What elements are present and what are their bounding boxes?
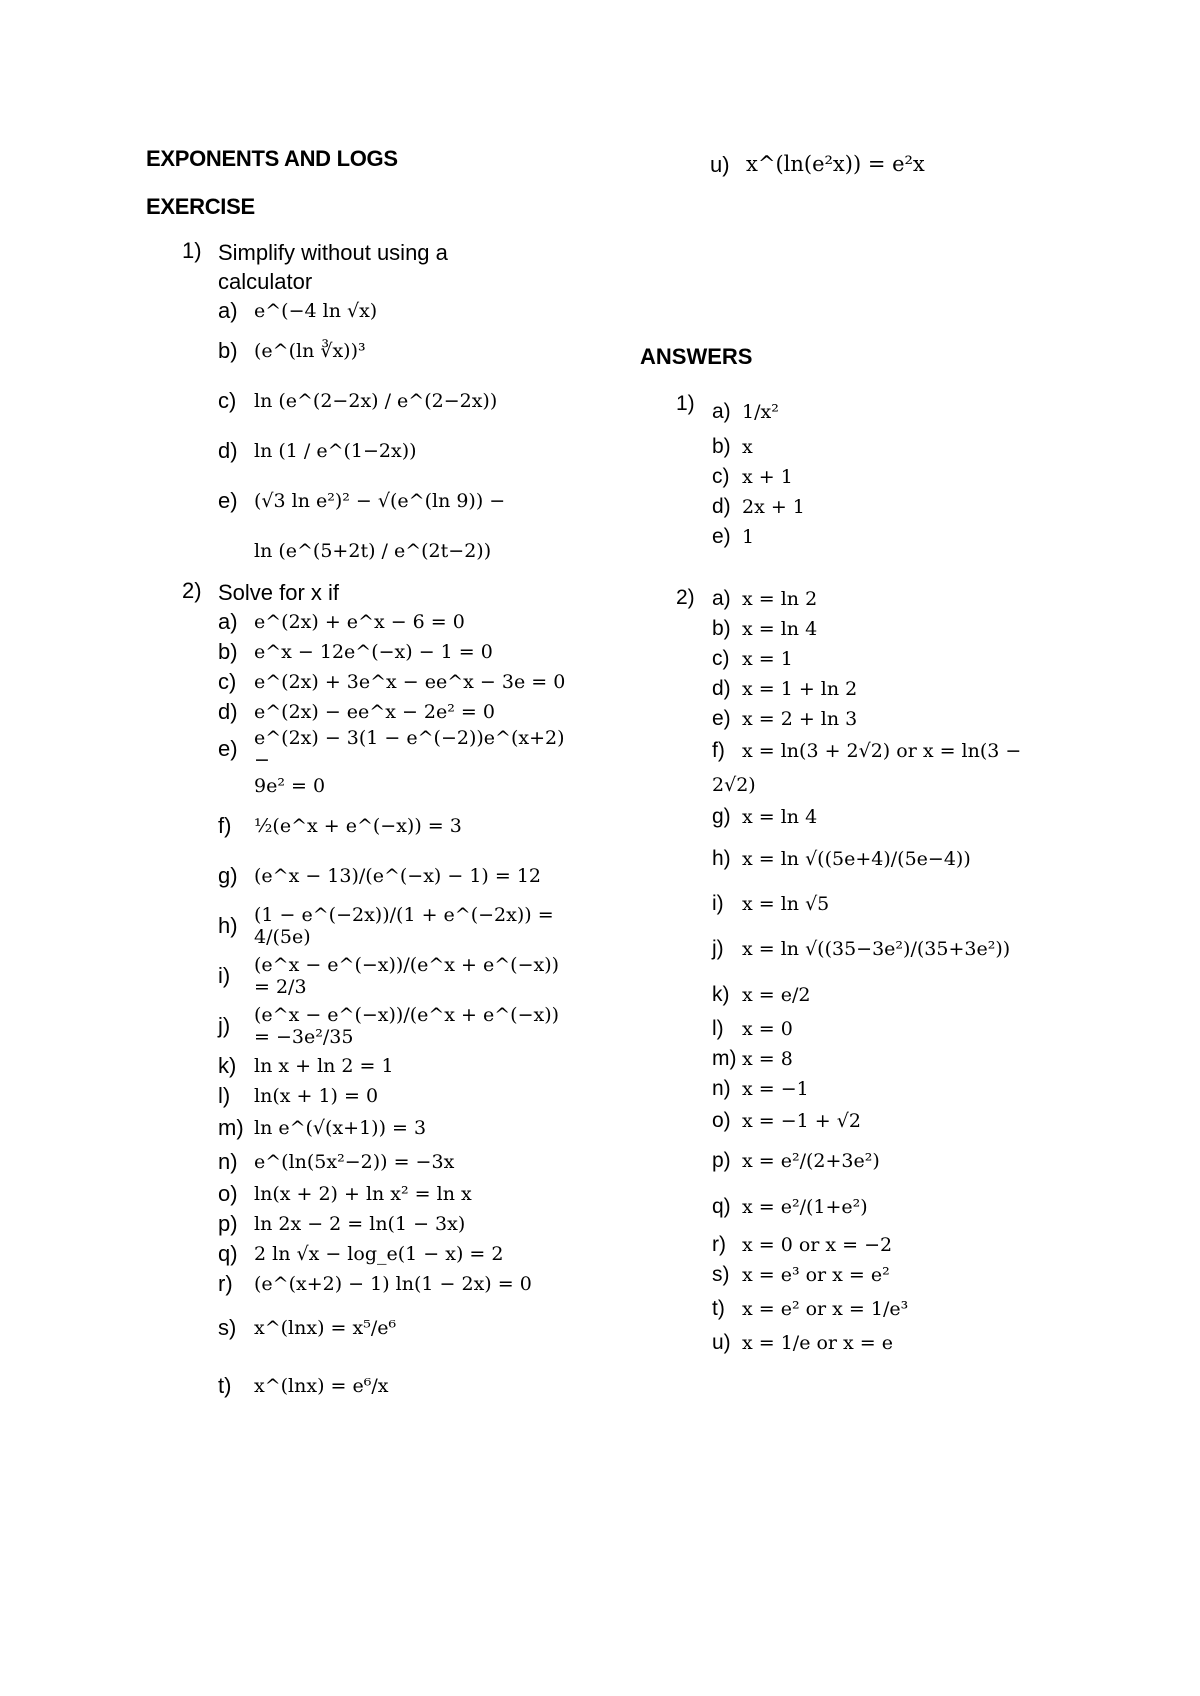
a1-item-c bbox=[712, 462, 1116, 492]
item-label: d) bbox=[218, 699, 238, 724]
item-label: o) bbox=[218, 1181, 238, 1206]
math-expression: x = ln 4 bbox=[742, 806, 818, 828]
math-expression: (1 − e^(−2x))/(1 + e^(−2x)) = 4/(5e) bbox=[254, 904, 554, 948]
answers-2-number: 2) bbox=[676, 586, 695, 609]
math-expression: x = ln √((35−3e²)/(35+3e²)) bbox=[742, 938, 1011, 960]
item-label: q) bbox=[712, 1195, 731, 1218]
item-label: a) bbox=[218, 609, 238, 634]
q2-item-l bbox=[218, 1081, 566, 1111]
math-expression: 2x + 1 bbox=[742, 496, 805, 518]
item-label: h) bbox=[712, 847, 731, 870]
a2-item-j bbox=[712, 922, 1116, 976]
item-label: t) bbox=[712, 1297, 725, 1320]
q1-item-e-cont bbox=[218, 526, 566, 576]
math-expression: x = e³ or x = e² bbox=[742, 1264, 890, 1286]
q1-item-b bbox=[218, 326, 566, 376]
item-label: o) bbox=[712, 1109, 731, 1132]
math-expression: x = ln √((5e+4)/(5e−4)) bbox=[742, 848, 971, 870]
q2-item-i bbox=[218, 951, 566, 1001]
math-expression: (e^x − e^(−x))/(e^x + e^(−x)) = −3e²/35 bbox=[254, 1004, 560, 1048]
item-label: l) bbox=[712, 1017, 724, 1040]
math-expression: e^x − 12e^(−x) − 1 = 0 bbox=[254, 641, 493, 663]
question-1-number: 1) bbox=[182, 238, 202, 263]
math-expression: x = 0 or x = −2 bbox=[742, 1234, 893, 1256]
answers-2-items bbox=[712, 584, 1116, 1358]
math-expression: ln e^(√(x+1)) = 3 bbox=[254, 1117, 427, 1139]
q2-item-j bbox=[218, 1001, 566, 1051]
math-expression: x = ln 2 bbox=[742, 588, 818, 610]
answers-1 bbox=[676, 392, 1116, 552]
q2-item-k bbox=[218, 1051, 566, 1081]
item-label: k) bbox=[218, 1053, 237, 1078]
a1-item-b bbox=[712, 432, 1116, 462]
q2-item-c bbox=[218, 667, 566, 697]
item-label: g) bbox=[218, 863, 238, 888]
exercise-column bbox=[146, 146, 566, 1415]
item-label: j) bbox=[712, 937, 724, 960]
q2-item-e bbox=[218, 727, 566, 771]
answers-heading: ANSWERS bbox=[640, 344, 753, 369]
q2-item-r bbox=[218, 1269, 566, 1299]
item-label: n) bbox=[712, 1077, 731, 1100]
a1-item-a bbox=[712, 392, 1116, 432]
item-label: d) bbox=[712, 677, 731, 700]
item-label: a) bbox=[218, 298, 238, 323]
item-label: b) bbox=[712, 435, 731, 458]
q2-item-p bbox=[218, 1209, 566, 1239]
item-label: q) bbox=[218, 1241, 238, 1266]
item-label: f) bbox=[712, 739, 725, 762]
item-label: d) bbox=[712, 495, 731, 518]
item-label: i) bbox=[712, 892, 724, 915]
item-label: f) bbox=[218, 813, 232, 838]
math-expression: x = e² or x = 1/e³ bbox=[742, 1298, 909, 1320]
item-label: h) bbox=[218, 913, 238, 938]
question-2-text: Solve for x if bbox=[218, 580, 340, 605]
a2-item-s bbox=[712, 1260, 1116, 1290]
math-expression: ln (e^(5+2t) / e^(2t−2)) bbox=[254, 540, 492, 562]
math-expression: x = −1 + √2 bbox=[742, 1110, 861, 1132]
a2-item-k bbox=[712, 976, 1116, 1014]
math-expression: x = 2 + ln 3 bbox=[742, 708, 858, 730]
math-expression: x bbox=[742, 436, 753, 458]
a2-item-p bbox=[712, 1138, 1116, 1184]
q2-item-q bbox=[218, 1239, 566, 1269]
math-expression: x^(lnx) = e⁶/x bbox=[254, 1375, 389, 1397]
item-label: d) bbox=[218, 438, 238, 463]
a2-item-l bbox=[712, 1014, 1116, 1044]
question-1 bbox=[182, 238, 566, 576]
item-label: c) bbox=[218, 388, 237, 413]
a2-item-g bbox=[712, 802, 1116, 832]
math-expression: ln (e^(2−2x) / e^(2−2x)) bbox=[254, 390, 498, 412]
a2-item-n bbox=[712, 1074, 1116, 1104]
a2-item-f-cont bbox=[682, 768, 1116, 802]
math-expression: 2√2) bbox=[712, 774, 756, 796]
a2-item-c bbox=[712, 644, 1116, 674]
a2-item-m bbox=[712, 1044, 1116, 1074]
math-expression: x = ln √5 bbox=[742, 893, 830, 915]
a2-item-b bbox=[712, 614, 1116, 644]
q2-item-u bbox=[710, 152, 925, 178]
math-expression: (e^(x+2) − 1) ln(1 − 2x) = 0 bbox=[254, 1273, 532, 1295]
q2-item-a bbox=[218, 607, 566, 637]
math-expression: ln x + ln 2 = 1 bbox=[254, 1055, 394, 1077]
question-2 bbox=[182, 578, 566, 1415]
item-label: a) bbox=[712, 587, 731, 610]
item-label: s) bbox=[218, 1315, 237, 1340]
item-label: l) bbox=[218, 1083, 231, 1108]
q1-item-d bbox=[218, 426, 566, 476]
item-label: b) bbox=[712, 617, 731, 640]
q1-item-c bbox=[218, 376, 566, 426]
math-expression: x = ln(3 + 2√2) or x = ln(3 − bbox=[742, 740, 1022, 762]
math-expression: x = 1 bbox=[742, 648, 793, 670]
item-label: u) bbox=[712, 1331, 731, 1354]
item-label: e) bbox=[712, 525, 731, 548]
q2-item-o bbox=[218, 1179, 566, 1209]
item-label: u) bbox=[710, 152, 730, 177]
page-title: EXPONENTS AND LOGS bbox=[146, 146, 398, 171]
item-label: p) bbox=[218, 1211, 238, 1236]
item-label: b) bbox=[218, 338, 238, 363]
math-expression: ln (1 / e^(1−2x)) bbox=[254, 440, 417, 462]
a2-item-a bbox=[712, 584, 1116, 614]
math-expression: (e^x − 13)/(e^(−x) − 1) = 12 bbox=[254, 865, 541, 887]
a2-item-f bbox=[712, 734, 1116, 768]
math-expression: x = e/2 bbox=[742, 984, 811, 1006]
math-expression: x = ln 4 bbox=[742, 618, 818, 640]
math-expression: x^(lnx) = x⁵/e⁶ bbox=[254, 1317, 397, 1339]
item-label: a) bbox=[712, 400, 731, 423]
q2-item-g bbox=[218, 851, 566, 901]
math-expression: (e^x − e^(−x))/(e^x + e^(−x)) = 2/3 bbox=[254, 954, 560, 998]
item-label: n) bbox=[218, 1149, 238, 1174]
item-label: e) bbox=[712, 707, 731, 730]
q2-item-h bbox=[218, 901, 566, 951]
item-label: b) bbox=[218, 639, 238, 664]
q2-item-d bbox=[218, 697, 566, 727]
math-expression: e^(2x) + 3e^x − ee^x − 3e = 0 bbox=[254, 671, 566, 693]
item-label: s) bbox=[712, 1263, 730, 1286]
q2-item-f bbox=[218, 801, 566, 851]
item-label: r) bbox=[218, 1271, 233, 1296]
a2-item-o bbox=[712, 1104, 1116, 1138]
q2-item-t bbox=[218, 1357, 566, 1415]
q2-item-s bbox=[218, 1299, 566, 1357]
item-label: k) bbox=[712, 983, 730, 1006]
q2-item-n bbox=[218, 1145, 566, 1179]
question-1-text: Simplify without using a calculator bbox=[218, 240, 448, 294]
math-expression: x + 1 bbox=[742, 466, 793, 488]
q1-item-e bbox=[218, 476, 566, 526]
item-label: c) bbox=[712, 647, 730, 670]
q2-item-m bbox=[218, 1111, 566, 1145]
item-label: j) bbox=[218, 1013, 231, 1038]
math-expression: ½(e^x + e^(−x)) = 3 bbox=[254, 815, 462, 837]
item-label: c) bbox=[218, 669, 237, 694]
item-label: i) bbox=[218, 963, 231, 988]
answers-1-items bbox=[712, 392, 1116, 552]
item-label: m) bbox=[218, 1115, 244, 1140]
math-expression: x = 8 bbox=[742, 1048, 793, 1070]
item-label: e) bbox=[218, 488, 238, 513]
a1-item-e bbox=[712, 522, 1116, 552]
question-2-items bbox=[218, 607, 566, 1415]
a2-item-i bbox=[712, 886, 1116, 922]
item-label: r) bbox=[712, 1233, 726, 1256]
math-expression: ln(x + 1) = 0 bbox=[254, 1085, 379, 1107]
answers-1-number: 1) bbox=[676, 392, 695, 415]
q2-item-e-cont bbox=[218, 771, 566, 801]
math-expression: 1 bbox=[742, 526, 755, 548]
math-expression: 2 ln √x − log_e(1 − x) = 2 bbox=[254, 1243, 504, 1265]
q2-item-b bbox=[218, 637, 566, 667]
answers-2 bbox=[676, 584, 1116, 1358]
item-label: e) bbox=[218, 736, 238, 761]
math-expression: e^(−4 ln √x) bbox=[254, 300, 378, 322]
question-2-number: 2) bbox=[182, 578, 202, 603]
math-expression: ln(x + 2) + ln x² = ln x bbox=[254, 1183, 472, 1205]
item-label: g) bbox=[712, 805, 731, 828]
math-expression: ln 2x − 2 = ln(1 − 3x) bbox=[254, 1213, 466, 1235]
math-expression: x^(ln(e²x)) = e²x bbox=[746, 152, 925, 176]
math-expression: e^(ln(5x²−2)) = −3x bbox=[254, 1151, 455, 1173]
a2-item-h bbox=[712, 832, 1116, 886]
math-expression: e^(2x) − ee^x − 2e² = 0 bbox=[254, 701, 495, 723]
item-label: c) bbox=[712, 465, 730, 488]
a2-item-r bbox=[712, 1230, 1116, 1260]
a2-item-t bbox=[712, 1290, 1116, 1328]
a2-item-u bbox=[712, 1328, 1116, 1358]
a2-item-e bbox=[712, 704, 1116, 734]
item-label: m) bbox=[712, 1047, 737, 1070]
math-expression: 9e² = 0 bbox=[254, 775, 326, 797]
math-expression: 1/x² bbox=[742, 401, 779, 423]
math-expression: x = −1 bbox=[742, 1078, 809, 1100]
item-label: p) bbox=[712, 1149, 731, 1172]
math-expression: x = e²/(2+3e²) bbox=[742, 1150, 880, 1172]
a1-item-d bbox=[712, 492, 1116, 522]
math-expression: e^(2x) − 3(1 − e^(−2))e^(x+2) − bbox=[254, 727, 565, 771]
q1-item-a bbox=[218, 296, 566, 326]
math-expression: e^(2x) + e^x − 6 = 0 bbox=[254, 611, 465, 633]
math-expression: x = 1/e or x = e bbox=[742, 1332, 894, 1354]
a2-item-q bbox=[712, 1184, 1116, 1230]
math-expression: (e^(ln ∛x))³ bbox=[254, 340, 366, 362]
math-expression: x = 0 bbox=[742, 1018, 793, 1040]
math-expression: x = 1 + ln 2 bbox=[742, 678, 858, 700]
math-expression: x = e²/(1+e²) bbox=[742, 1196, 868, 1218]
question-1-items bbox=[218, 296, 566, 576]
math-expression: (√3 ln e²)² − √(e^(ln 9)) − bbox=[254, 490, 506, 512]
item-label: t) bbox=[218, 1373, 232, 1398]
exercise-heading: EXERCISE bbox=[146, 194, 255, 219]
a2-item-d bbox=[712, 674, 1116, 704]
